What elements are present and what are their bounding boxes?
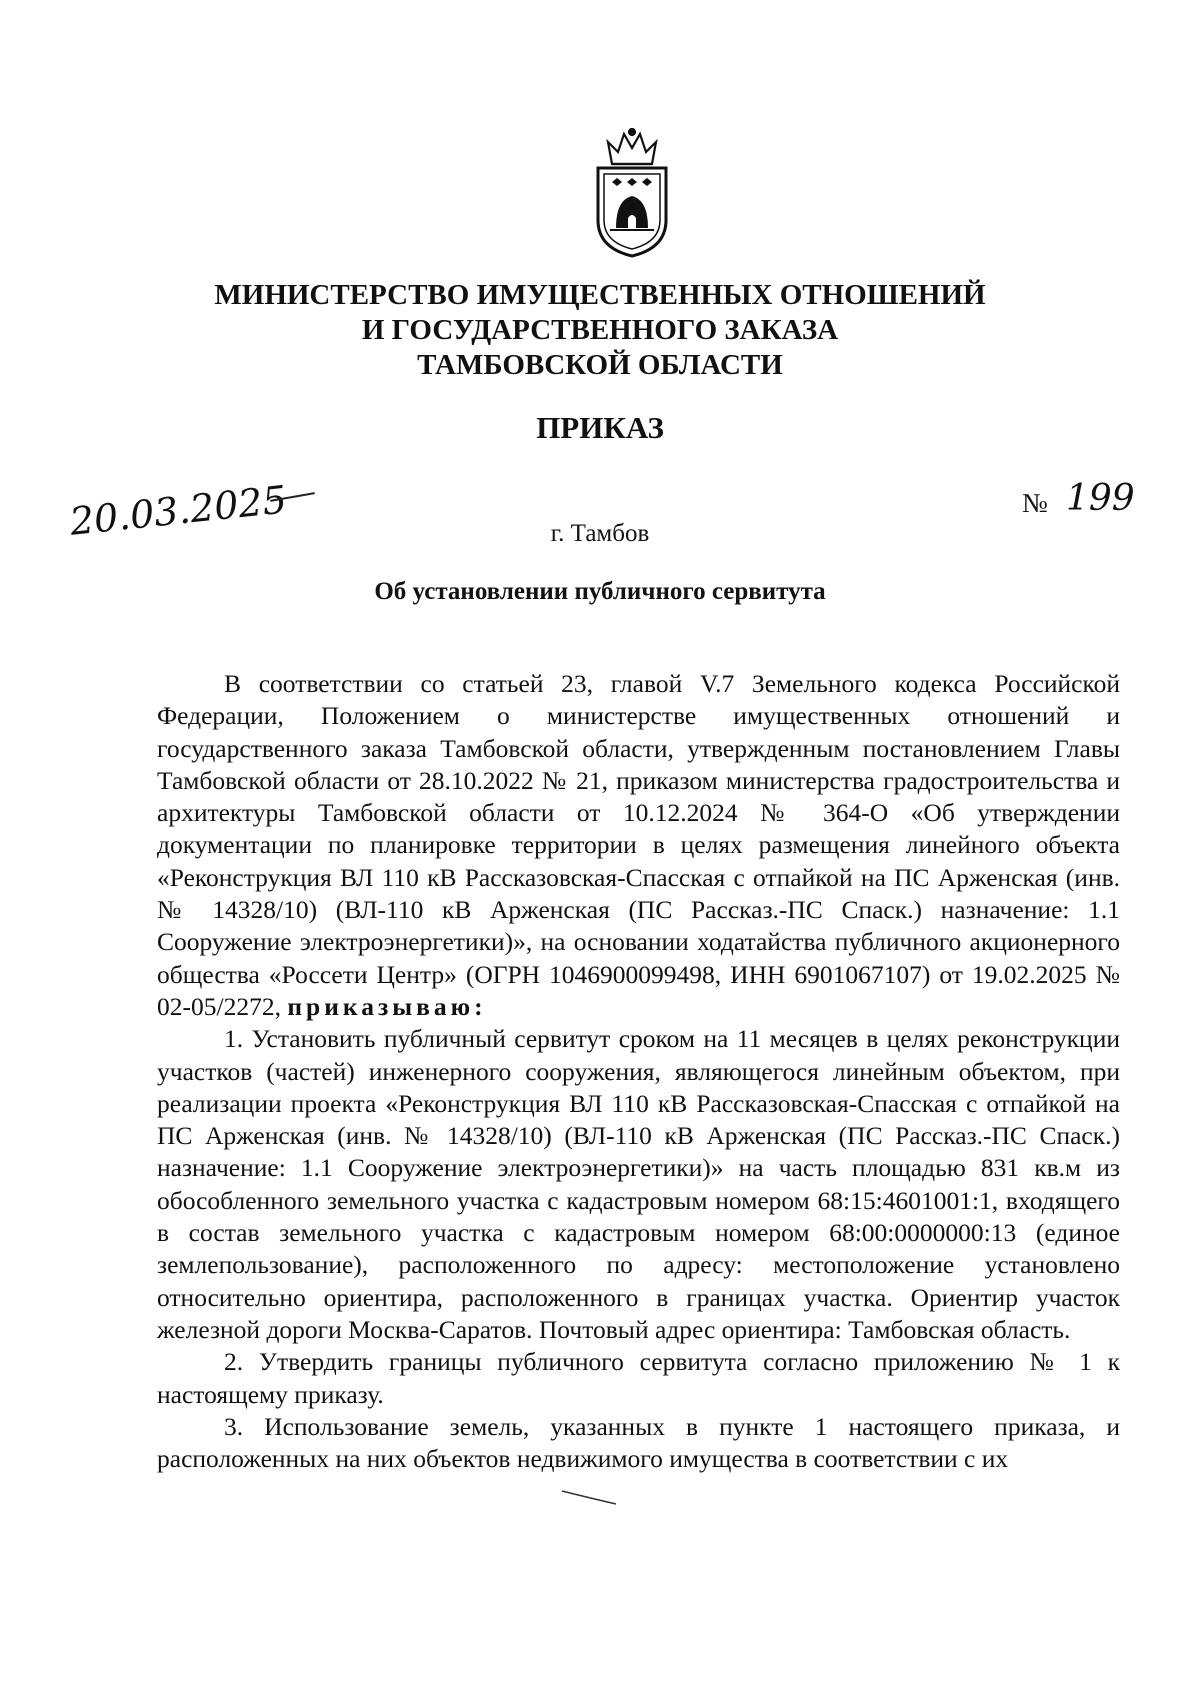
pen-stroke-mark <box>560 1488 620 1508</box>
document-type: ПРИКАЗ <box>536 410 664 445</box>
ministry-line-3: ТАМБОВСКОЙ ОБЛАСТИ <box>417 349 783 381</box>
item-paragraph-2: 2. Утвердить границы публичного сервитута согласно приложению № 1 к настоящему приказу. <box>157 1347 1120 1409</box>
ministry-line-1: МИНИСТЕРСТВО ИМУЩЕСТВЕННЫХ ОТНОШЕНИЙ <box>214 279 986 311</box>
item-paragraph-3: 3. Использование земель, указанных в пункте 1 настоящего приказа, и расположенных на них объектов недвижимого имущества в соответствии с их <box>157 1411 1120 1474</box>
ministry-name <box>150 278 1050 383</box>
city: г. Тамбов <box>550 520 650 547</box>
number-label: № <box>1022 488 1048 518</box>
order-subject: Об установлении публичного сервитута <box>374 578 826 605</box>
command-word: приказываю: <box>287 991 487 1021</box>
item-paragraph-1: 1. Установить публичный сервитут сроком на 11 месяцев в целях реконструкции участков (частей) инженерного сооружения, являющегося линейным объектом, при реализации проекта «Реконструкция ВЛ 110 кВ Рассказовская-Спасская с отпайкой на ПС Арженская (инв. № 14328/10) (ВЛ-110 кВ Арженская (ПС Рассказ.-ПС Спаск.) назначение: 1.1 Сооружение электроэнергетики)» на часть площадью 831 кв.м из обособленного земельного участка с кадастровым номером 68:15:4601001:1, входящего в состав земельного участка с кадастровым номером 68:00:0000000:13 (единое землепользование), расположенного по адресу: местоположение установлено относительно ориентира, расположенного в границах участка. Ориентир участок железной дороги Москва-Саратов. Почтовый адрес ориентира: Тамбовская область. <box>157 1024 1120 1344</box>
coat-of-arms-emblem <box>584 124 680 260</box>
preamble-text: В соответствии со статьей 23, главой V.7 Земельного кодекса Российской Федерации, Положением о министерстве имущественных отношений и государственного заказа Тамбовской области, утвержденным постановлением Главы Тамбовской области от 28.10.2022 № 21, приказом министерства градостроительства и архитектуры Тамбовской области от 10.12.2024 № 364-О «Об утверждении документации по планировке территории в целях размещения линейного объекта «Реконструкция ВЛ 110 кВ Рассказовская-Спасская с отпайкой на ПС Арженская (инв. № 14328/10) (ВЛ-110 кВ Арженская (ПС Рассказ.-ПС Спаск.) назначение: 1.1 Сооружение электроэнергетики)», на основании ходатайства публичного акционерного общества «Россети Центр» (ОГРН 1046900099498, ИНН 6901067107) от 19.02.2025 № 02-05/2272, <box>157 669 1120 1021</box>
handwritten-date: 20.03.2025 <box>67 477 289 544</box>
ministry-line-2: И ГОСУДАРСТВЕННОГО ЗАКАЗА <box>361 314 839 346</box>
order-body <box>157 668 1120 1475</box>
preamble-paragraph <box>157 668 1120 1023</box>
handwritten-number: 199 <box>1066 478 1135 519</box>
